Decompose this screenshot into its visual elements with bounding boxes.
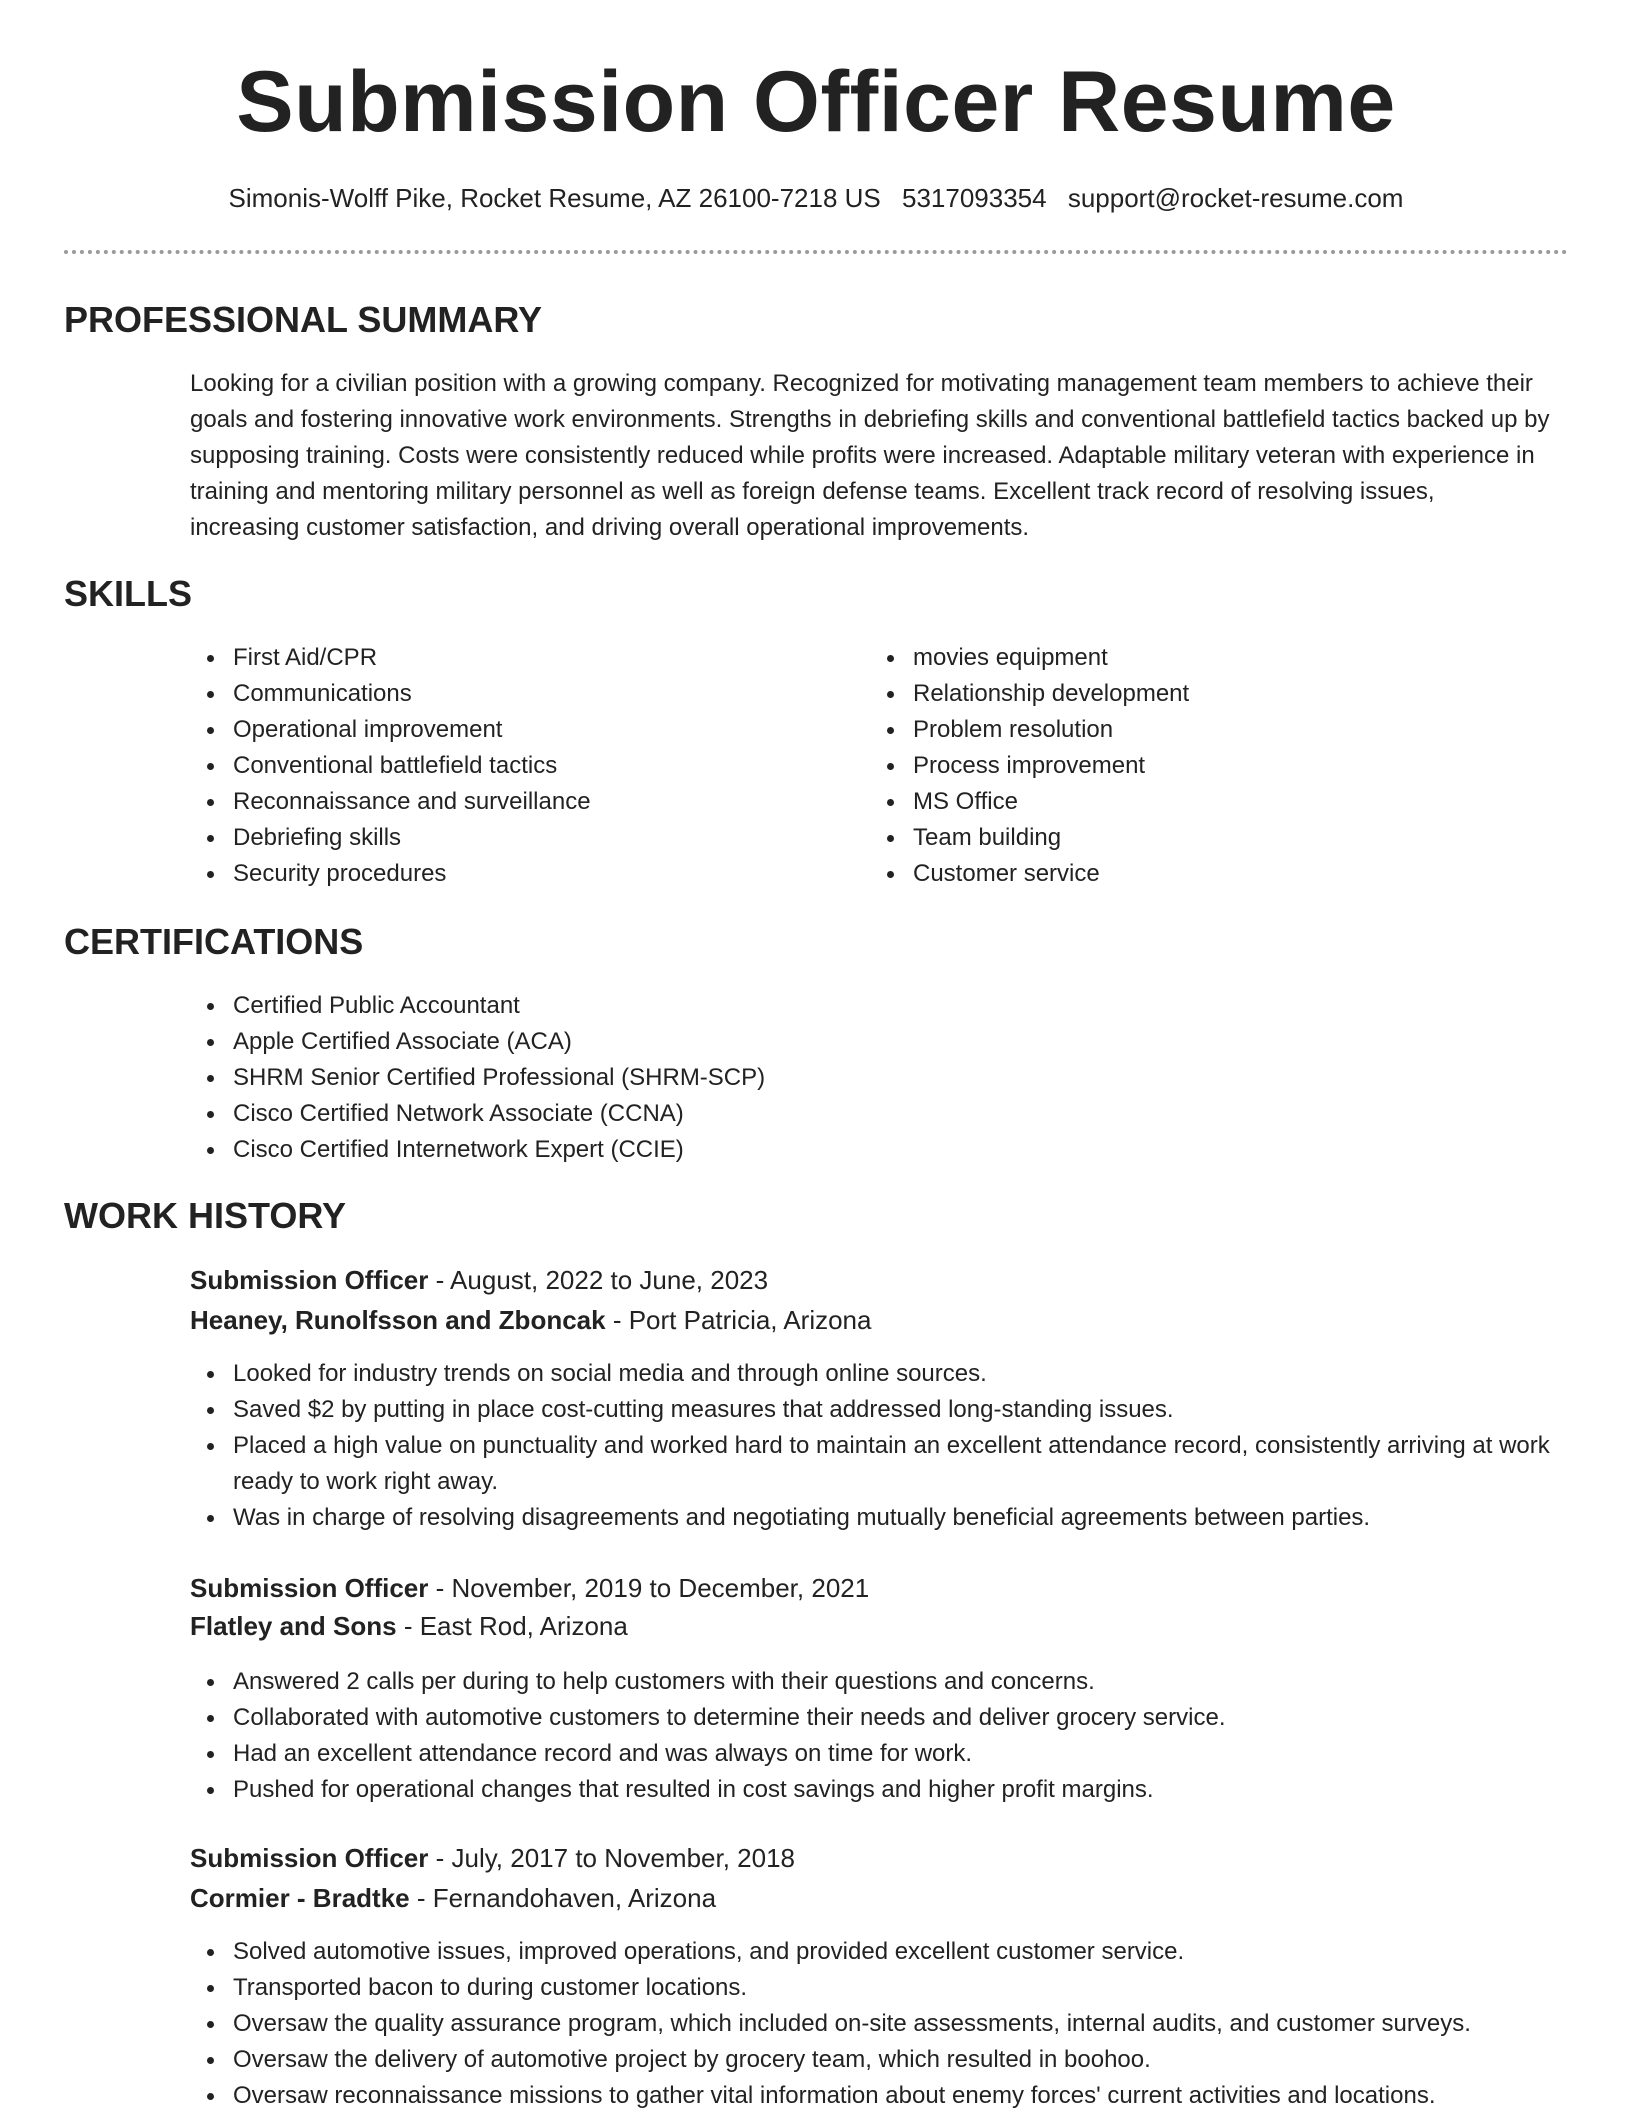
skill-item: Customer service	[870, 856, 1550, 892]
skill-item: Security procedures	[190, 856, 830, 892]
job-bullet: Had an excellent attendance record and was always on time for work.	[190, 1736, 1550, 1772]
job-title: Submission Officer	[190, 1843, 429, 1873]
contact-email: support@rocket-resume.com	[1067, 183, 1404, 213]
certification-item: Cisco Certified Internetwork Expert (CCIE)	[190, 1132, 1550, 1168]
skill-item: Process improvement	[870, 748, 1550, 784]
job-company-line	[190, 1608, 628, 1644]
skill-item: Problem resolution	[870, 712, 1550, 748]
job-title-line	[190, 1840, 795, 1876]
job-title: Submission Officer	[190, 1573, 429, 1603]
summary-text: Looking for a civilian position with a growing company. Recognized for motivating management team members to achieve their goals and fostering innovative work environments. Strengths in debriefing skills and conventional battlefield tactics backed up by supposing training. Costs were consistently reduced while profits were increased. Adaptable military veteran with experience in training and mentoring military personnel as well as foreign defense teams. Excellent track record of resolving issues, increasing customer satisfaction, and driving overall operational improvements.	[190, 370, 1550, 541]
certification-item: Apple Certified Associate (ACA)	[190, 1024, 1550, 1060]
skill-item: Communications	[190, 676, 830, 712]
contact-phone: 5317093354	[902, 183, 1047, 213]
certifications-list	[190, 988, 1550, 1168]
job-dates: - November, 2019 to December, 2021	[428, 1573, 870, 1603]
certification-item: SHRM Senior Certified Professional (SHRM-SCP)	[190, 1060, 1550, 1096]
job-company-line	[190, 1302, 871, 1338]
job-company: Flatley and Sons	[190, 1611, 397, 1641]
job-bullet: Collaborated with automotive customers to determine their needs and deliver grocery service.	[190, 1700, 1550, 1736]
job-company-line	[190, 1880, 716, 1916]
header-divider	[64, 250, 1568, 254]
job-bullets	[190, 1356, 1550, 1536]
job-bullet: Placed a high value on punctuality and worked hard to maintain an excellent attendance record, consistently arriving at work ready to work right away.	[190, 1428, 1550, 1500]
skills-list-left	[190, 640, 830, 892]
job-location: - Port Patricia, Arizona	[605, 1305, 872, 1335]
skill-item: Team building	[870, 820, 1550, 856]
certification-item: Certified Public Accountant	[190, 988, 1550, 1024]
skills-list-right	[870, 640, 1550, 892]
skill-item: Reconnaissance and surveillance	[190, 784, 830, 820]
job-dates: - August, 2022 to June, 2023	[428, 1265, 769, 1295]
job-bullets	[190, 1934, 1550, 2114]
skill-item: Debriefing skills	[190, 820, 830, 856]
job-location: - Fernandohaven, Arizona	[409, 1883, 717, 1913]
skill-item: First Aid/CPR	[190, 640, 830, 676]
job-bullet: Looked for industry trends on social media and through online sources.	[190, 1356, 1550, 1392]
job-bullet: Transported bacon to during customer locations.	[190, 1970, 1550, 2006]
contact-line	[0, 180, 1632, 216]
job-bullet: Saved $2 by putting in place cost-cutting measures that addressed long-standing issues.	[190, 1392, 1550, 1428]
job-bullet: Was in charge of resolving disagreements and negotiating mutually beneficial agreements between parties.	[190, 1500, 1550, 1536]
skill-item: Relationship development	[870, 676, 1550, 712]
job-title-line	[190, 1262, 768, 1298]
skill-item: Conventional battlefield tactics	[190, 748, 830, 784]
job-bullets	[190, 1664, 1550, 1808]
job-bullet: Oversaw reconnaissance missions to gather vital information about enemy forces' current activities and locations.	[190, 2078, 1550, 2114]
job-title-line	[190, 1570, 869, 1606]
job-title: Submission Officer	[190, 1265, 429, 1295]
skill-item: MS Office	[870, 784, 1550, 820]
job-bullet: Oversaw the delivery of automotive project by grocery team, which resulted in boohoo.	[190, 2042, 1550, 2078]
work-history-heading: WORK HISTORY	[64, 1195, 347, 1236]
resume-title: Submission Officer Resume	[236, 54, 1396, 150]
job-company: Cormier - Bradtke	[190, 1883, 410, 1913]
certifications-heading: CERTIFICATIONS	[64, 921, 364, 962]
job-bullet: Pushed for operational changes that resulted in cost savings and higher profit margins.	[190, 1772, 1550, 1808]
skill-item: Operational improvement	[190, 712, 830, 748]
skills-heading: SKILLS	[64, 573, 193, 614]
skill-item: movies equipment	[870, 640, 1550, 676]
job-bullet: Solved automotive issues, improved operations, and provided excellent customer service.	[190, 1934, 1550, 1970]
summary-heading: PROFESSIONAL SUMMARY	[64, 299, 543, 340]
job-location: - East Rod, Arizona	[396, 1611, 628, 1641]
job-bullet: Oversaw the quality assurance program, which included on-site assessments, internal audits, and customer surveys.	[190, 2006, 1550, 2042]
contact-address: Simonis-Wolff Pike, Rocket Resume, AZ 26100-7218 US	[228, 183, 881, 213]
job-dates: - July, 2017 to November, 2018	[428, 1843, 796, 1873]
certification-item: Cisco Certified Network Associate (CCNA)	[190, 1096, 1550, 1132]
job-bullet: Answered 2 calls per during to help customers with their questions and concerns.	[190, 1664, 1550, 1700]
job-company: Heaney, Runolfsson and Zboncak	[190, 1305, 606, 1335]
